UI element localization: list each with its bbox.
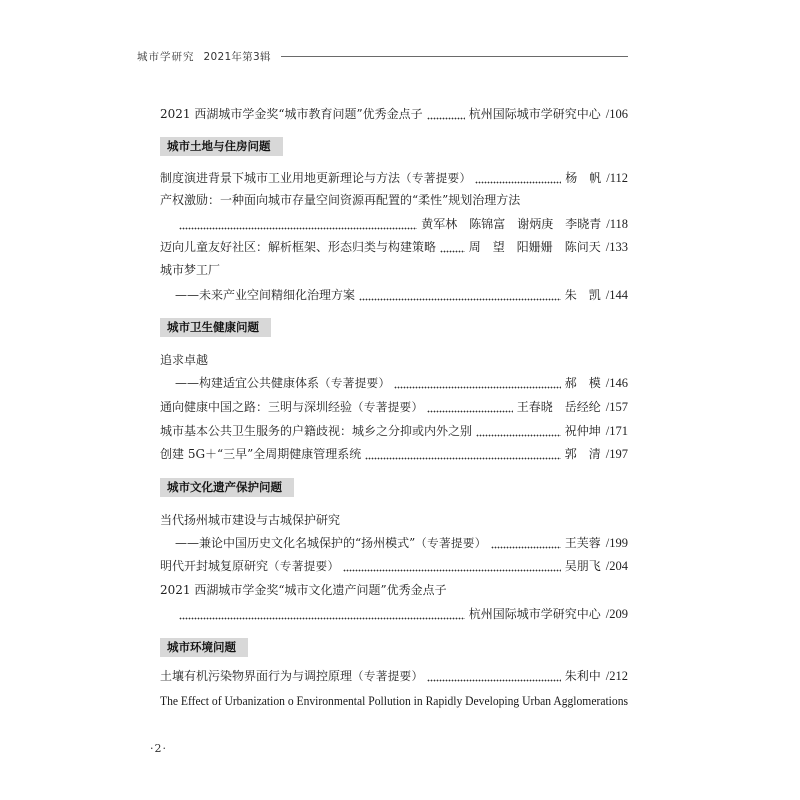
dot-leader	[427, 117, 465, 120]
toc-entry	[160, 237, 628, 257]
entry-title: 产权激励：一种面向城市存量空间资源再配置的“柔性”规划治理方法	[160, 193, 521, 207]
dot-leader	[394, 386, 560, 389]
entry-page: /204	[605, 559, 628, 573]
toc-entry	[160, 580, 628, 600]
dot-leader	[427, 410, 512, 413]
entry-author: 吴朋飞	[564, 559, 601, 573]
toc-entry	[160, 350, 628, 370]
entry-page: /144	[605, 288, 628, 302]
toc-entry	[160, 690, 628, 710]
entry-page: /118	[606, 217, 628, 231]
dot-leader	[179, 617, 465, 620]
journal-name: 城市学研究	[137, 50, 195, 63]
running-head	[137, 48, 628, 64]
entry-note: （专著提要）	[415, 536, 487, 550]
entry-page: /171	[605, 424, 628, 438]
entry-title: 城市梦工厂	[160, 263, 221, 277]
entry-author: 朱 凯	[564, 288, 601, 302]
entry-title: 城市基本公共卫生服务的户籍歧视：城乡之分抑或内外之别	[160, 424, 473, 438]
entry-title: 通向健康中国之路：三明与深圳经验	[160, 400, 353, 414]
entry-page: /106	[605, 107, 628, 121]
dot-leader	[427, 679, 560, 682]
entry-subtitle: ——未来产业空间精细化治理方案	[175, 288, 356, 302]
entry-note: （专著提要）	[319, 376, 391, 390]
dot-leader	[491, 546, 561, 549]
toc-entry	[160, 168, 628, 188]
entry-note: （专著提要）	[352, 400, 424, 414]
entry-author: 郭 清	[564, 447, 601, 461]
toc-entry	[160, 104, 628, 124]
toc-entry-continuation	[175, 285, 628, 305]
toc-entry-continuation	[175, 604, 628, 624]
entry-title: 2021 西湖城市学金奖“城市文化遗产问题”优秀金点子	[160, 583, 447, 597]
toc-entry	[160, 510, 628, 530]
issue-label: 2021年第3辑	[203, 50, 271, 63]
toc-entry	[160, 190, 628, 210]
entry-page: /212	[605, 669, 628, 683]
dot-leader	[359, 298, 561, 301]
toc-entry	[160, 421, 628, 441]
entry-page: /199	[605, 536, 628, 550]
entry-author: 郝 模	[564, 376, 601, 390]
entry-author: 王春晓 岳经纶	[516, 400, 601, 414]
toc-entry	[160, 666, 628, 686]
dot-leader	[440, 250, 465, 253]
entry-author: 王芙蓉	[564, 536, 601, 550]
page-number: ·2·	[150, 742, 167, 755]
entry-title: 明代开封城复原研究	[160, 559, 269, 573]
entry-page: /157	[605, 400, 628, 414]
entry-author: 周 望 阳姗姗 陈问天	[468, 240, 601, 254]
entry-subtitle: ——兼论中国历史文化名城保护的“扬州模式”	[175, 536, 416, 550]
entry-author: 杭州国际城市学研究中心	[468, 107, 601, 121]
entry-page: /197	[605, 447, 628, 461]
entry-note: （专著提要）	[400, 171, 472, 185]
dot-leader	[343, 569, 560, 572]
toc-entry-continuation	[175, 373, 628, 393]
toc-entry	[160, 556, 628, 576]
dot-leader	[475, 181, 561, 184]
english-article-title: The Effect of Urbanization o Environmental Pollution in Rapidly Developing Urban Agglomerations	[160, 694, 628, 708]
entry-title: 追求卓越	[160, 353, 209, 367]
dot-leader	[365, 457, 560, 460]
section-heading: 城市文化遗产保护问题	[160, 478, 294, 497]
section-heading: 城市环境问题	[160, 638, 248, 657]
entry-title: 创建 5G＋“三早”全周期健康管理系统	[160, 447, 362, 461]
entry-page: /146	[605, 376, 628, 390]
toc-entry-continuation	[175, 533, 628, 553]
entry-title: 土壤有机污染物界面行为与调控原理	[160, 669, 353, 683]
entry-author: 黄军林 陈锦富 谢炳庚 李晓青	[421, 217, 602, 231]
entry-title: 2021 西湖城市学金奖“城市教育问题”优秀金点子	[160, 107, 423, 121]
toc-entry	[160, 397, 628, 417]
section-heading: 城市土地与住房问题	[160, 137, 283, 156]
entry-page: /209	[605, 607, 628, 621]
entry-author: 杨 帆	[565, 171, 602, 185]
dot-leader	[476, 434, 561, 437]
section-heading: 城市卫生健康问题	[160, 318, 271, 337]
dot-leader	[179, 227, 417, 230]
entry-title: 迈向儿童友好社区：解析框架、形态归类与构建策略	[160, 240, 437, 254]
entry-subtitle: ——构建适宜公共健康体系	[175, 376, 320, 390]
entry-page: /133	[605, 240, 628, 254]
entry-title: 制度演进背景下城市工业用地更新理论与方法	[160, 171, 401, 185]
entry-author: 朱利中	[564, 669, 601, 683]
entry-page: /112	[606, 171, 628, 185]
entry-note: （专著提要）	[268, 559, 340, 573]
toc-entry-continuation	[175, 214, 628, 234]
toc-entry	[160, 260, 628, 280]
entry-author: 杭州国际城市学研究中心	[468, 607, 601, 621]
entry-title: 当代扬州城市建设与古城保护研究	[160, 513, 341, 527]
header-rule	[281, 56, 628, 57]
entry-author: 祝仲坤	[564, 424, 601, 438]
toc-entry	[160, 444, 628, 464]
entry-note: （专著提要）	[352, 669, 424, 683]
